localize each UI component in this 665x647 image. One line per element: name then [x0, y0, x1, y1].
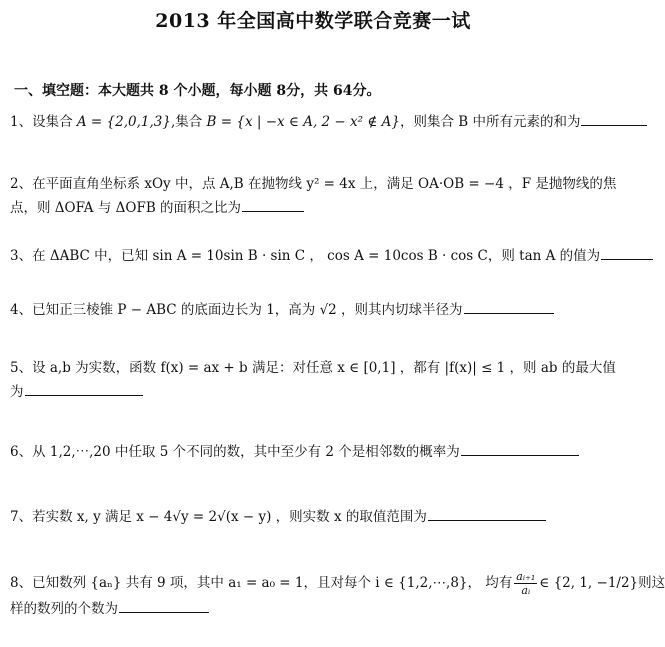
q2-line-1: 2、在平面直角坐标系 xOy 中，点 A,B 在抛物线 y² = 4x 上，满足 OA·OB = −4 ，F 是抛物线的焦	[10, 176, 617, 192]
q4-text: 4、已知正三棱锥 P − ABC 的底面边长为 1，高为 √2 ，则其内切球半径为	[10, 302, 463, 318]
q8-set: ∈ {2, 1, −1/2}	[539, 575, 639, 591]
q8-frac-den: aᵢ	[521, 584, 531, 597]
question-6	[10, 440, 579, 464]
answer-blank-4[interactable]	[464, 299, 554, 314]
answer-blank-5[interactable]	[25, 381, 143, 396]
question-2	[10, 172, 616, 220]
question-5	[10, 356, 616, 404]
q8-line-2: 样的数列的个数为	[10, 601, 118, 617]
q7-text: 7、若实数 x, y 满足 x − 4√y = 2√(x − y) ，则实数 x 的取值范围为	[10, 509, 427, 525]
answer-blank-7[interactable]	[428, 506, 546, 521]
q1-suffix: ，则集合 B 中所有元素的和为	[399, 114, 581, 130]
q2-line-2: 点，则 ΔOFA 与 ΔOFB 的面积之比为	[10, 200, 242, 216]
question-8	[10, 570, 665, 621]
q8-fraction	[514, 570, 537, 597]
question-3	[10, 244, 653, 268]
question-7	[10, 505, 546, 529]
q5-line-2: 为	[10, 384, 24, 400]
page-title: 2013 年全国高中数学联合竞赛一试	[155, 10, 471, 32]
answer-blank-1[interactable]	[581, 111, 647, 126]
q5-line-1: 5、设 a,b 为实数，函数 f(x) = ax + b 满足：对任意 x ∈ [0,1] ，都有 |f(x)| ≤ 1 ，则 ab 的最大值	[10, 360, 616, 376]
question-4	[10, 298, 554, 322]
q1-set-b: B = {x | −x ∈ A, 2 − x² ∉ A}	[206, 114, 400, 130]
question-1	[10, 110, 647, 134]
answer-blank-3[interactable]	[601, 245, 653, 260]
answer-blank-2[interactable]	[242, 197, 304, 212]
q8-frac-num: aᵢ₊₁	[516, 570, 536, 583]
q8-pre: 8、已知数列 {aₙ} 共有 9 项，其中 a₁ = a₀ = 1，且对每个 i ∈ {1,2,⋯,8}， 均有	[10, 575, 513, 591]
q1-mid: ,集合	[170, 114, 207, 130]
q6-text: 6、从 1,2,⋯,20 中任取 5 个不同的数，其中至少有 2 个是相邻数的概率为	[10, 444, 460, 460]
q8-post: 则这	[638, 575, 665, 591]
q1-prefix: 1、设集合	[10, 114, 77, 130]
answer-blank-6[interactable]	[461, 441, 579, 456]
answer-blank-8[interactable]	[119, 598, 209, 613]
q3-text: 3、在 ΔABC 中，已知 sin A = 10sin B · sin C ， cos A = 10cos B · cos C，则 tan A 的值为	[10, 248, 601, 264]
section-heading: 一、填空题：本大题共 8 个小题，每小题 8分，共 64分。	[14, 83, 381, 99]
q1-set-a: A = {2,0,1,3}	[76, 114, 171, 130]
